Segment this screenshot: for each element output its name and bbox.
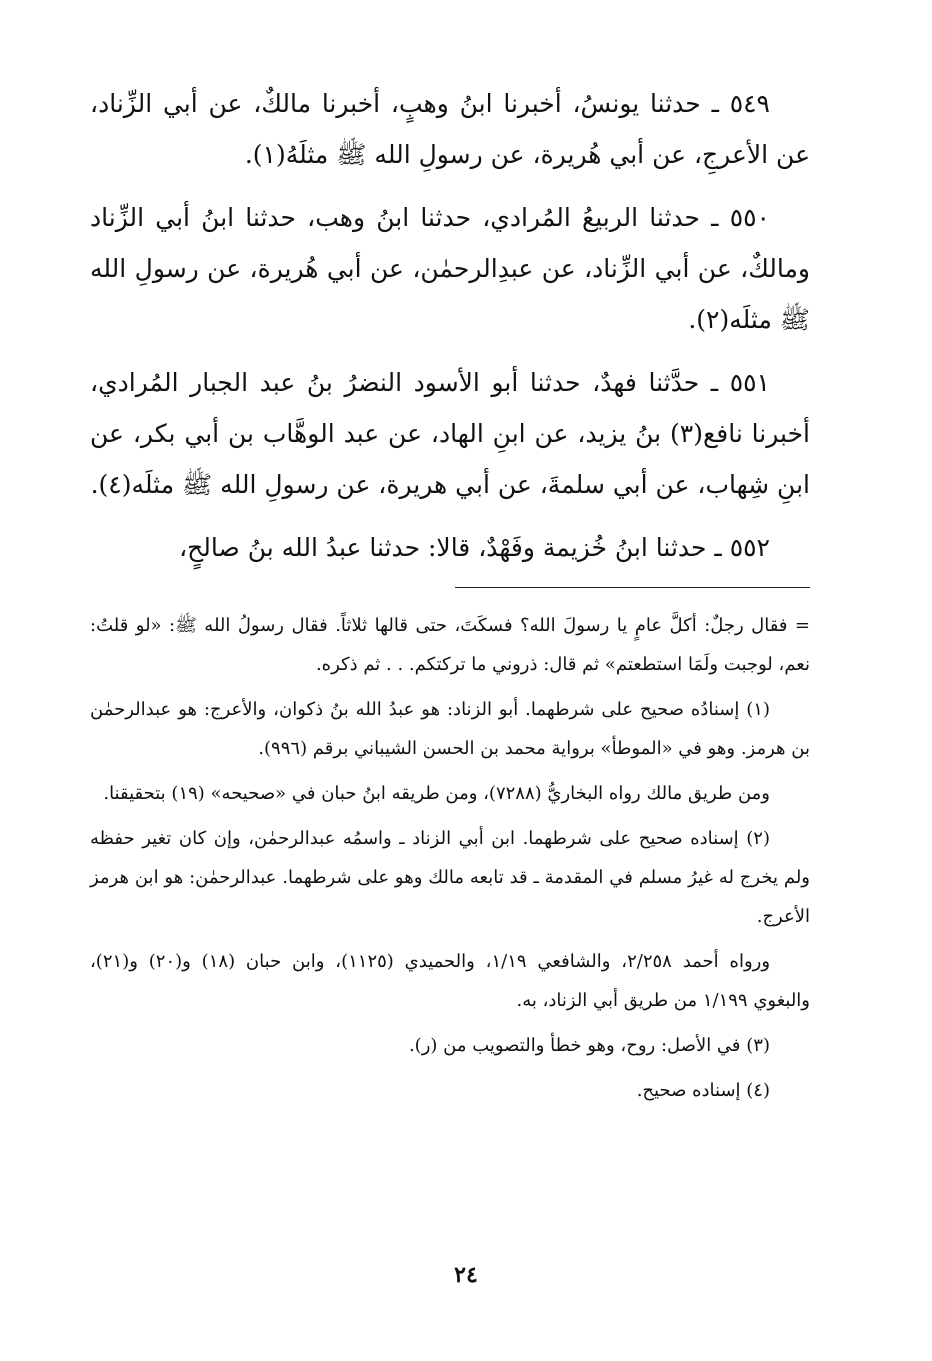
page-body: [90, 78, 810, 1116]
footnote-continuation: = فقال رجلٌ: أكلَّ عامٍ يا رسولَ الله؟ فسكَتَ، حتى قالها ثلاثاً. فقال رسولُ الله ﷺ: «لو قلتُ: نعم، لوجبت ولَمَا استطعتم» ثم قال: ذروني ما تركتكم. . . ثم ذكره.: [90, 615, 810, 675]
hadith-551: ٥٥١ ـ حدَّثنا فهدٌ، حدثنا أبو الأسود النضرُ بنُ عبد الجبار المُرادي، أخبرنا نافع(٣) بنُ يزيد، عن ابنِ الهاد، عن عبد الوهَّاب بن أبي بكر، عن ابنِ شِهاب، عن أبي سلمةَ، عن أبي هريرة، عن رسولِ الله ﷺ مثلَه(٤).: [90, 368, 810, 499]
footnote-4: (٤) إسناده صحيح.: [636, 1080, 770, 1101]
hadith-550: ٥٥٠ ـ حدثنا الربيعُ المُرادي، حدثنا ابنُ وهب، حدثنا ابنُ أبي الزِّناد ومالكٌ، عن أبي الزِّناد، عن عبدِالرحمٰن، عن أبي هُريرة، عن رسولِ الله ﷺ مثلَه(٢).: [90, 203, 810, 334]
main-text: [90, 78, 810, 573]
hadith-552: ٥٥٢ ـ حدثنا ابنُ خُزيمة وفَهْدٌ، قالا: حدثنا عبدُ الله بنُ صالحٍ،: [179, 533, 770, 562]
footnote-2: (٢) إسناده صحيح على شرطهما. ابن أبي الزناد ـ واسمُه عبدالرحمٰن، وإن كان تغير حفظه ولم يخرج له غيرُ مسلم في المقدمة ـ قد تابعه مالك وهو على شرطهما. عبدالرحمٰن: هو ابن هرمز الأعرج.: [90, 828, 810, 927]
page-number: ٢٤: [454, 1262, 478, 1288]
footnote-1: (١) إسنادُه صحيح على شرطهما. أبو الزناد: هو عبدُ الله بنُ ذكوان، والأعرج: هو عبدالرحمٰن بن هرمز. وهو في «الموطأ» برواية محمد بن الحسن الشيباني برقم (٩٩٦).: [90, 699, 810, 759]
footnote-1-continued: ومن طريق مالك رواه البخاريُّ (٧٢٨٨)، ومن طريقه ابنُ حبان في «صحيحه» (١٩) بتحقيقنا.: [103, 783, 770, 804]
footnotes: [90, 606, 810, 1110]
footnote-separator: [455, 587, 810, 588]
footnote-2-continued: ورواه أحمد ٢/٢٥٨، والشافعي ١/١٩، والحميدي (١١٢٥)، وابن حبان (١٨) و(٢٠) و(٢١)، والبغوي ١/١٩٩ من طريق أبي الزناد، به.: [90, 951, 810, 1011]
footnote-3: (٣) في الأصل: روح، وهو خطأ والتصويب من (ر).: [408, 1035, 770, 1056]
hadith-549: ٥٤٩ ـ حدثنا يونسُ، أخبرنا ابنُ وهبٍ، أخبرنا مالكٌ، عن أبي الزِّناد، عن الأعرجِ، عن أبي هُريرة، عن رسولِ الله ﷺ مثلَهُ(١).: [90, 89, 810, 169]
